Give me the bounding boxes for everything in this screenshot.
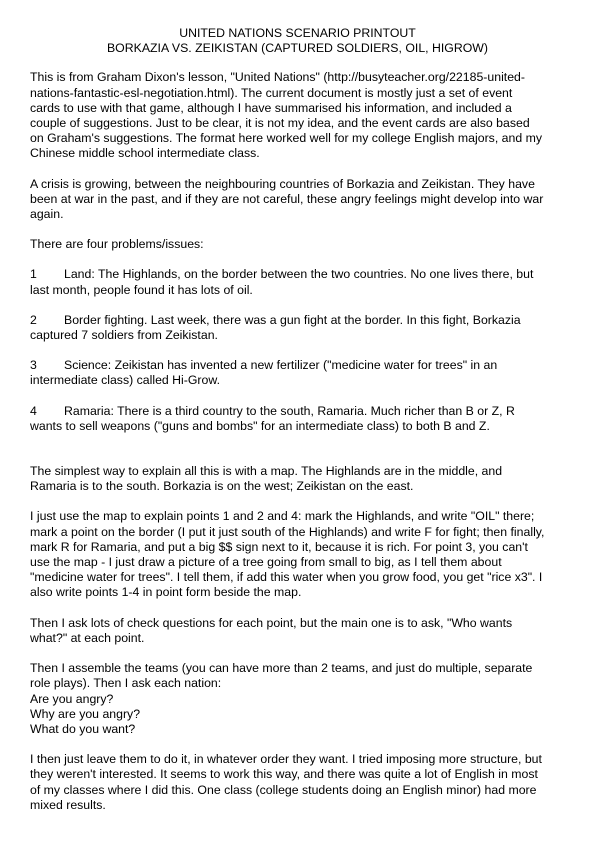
issue-text: Land: The Highlands, on the border between the two countries. No one lives there, but last month, people found it has lots of oil. — [30, 267, 534, 297]
issue-number: 1 — [30, 267, 37, 282]
four-problems-heading: There are four problems/issues: — [30, 237, 204, 252]
question-2: Why are you angry? — [30, 706, 141, 721]
closing-paragraph: I then just leave them to do it, in whatever order they want. I tried imposing more structure, but they weren't interested. It seems to work this way, and there was quite a lot of English in most of my classes where I did this. One class (college students doing an English minor) had more mixed results. — [30, 752, 542, 812]
teams-text: Then I assemble the teams (you can have more than 2 teams, and just do multiple, separate role plays). Then I ask each nation: — [30, 661, 533, 691]
crisis-paragraph: A crisis is growing, between the neighbouring countries of Borkazia and Zeikistan. They have been at war in the past, and if they are not careful, these angry feelings might develop into war again. — [30, 176, 544, 222]
question-1: Are you angry? — [30, 691, 114, 706]
issue-text: Ramaria: There is a third country to the south, Ramaria. Much richer than B or Z, R wants to sell weapons ("guns and bombs" for an intermediate class) to both B and Z. — [30, 403, 515, 433]
title-line-2: BORKAZIA VS. ZEIKISTAN (CAPTURED SOLDIERS, OIL, HIGROW) — [106, 41, 489, 56]
document-title — [30, 26, 545, 56]
issue-number: 3 — [30, 358, 37, 373]
intro-paragraph: This is from Graham Dixon's lesson, "United Nations" (http://busyteacher.org/22185-united-nations-fantastic-esl-negotiation.html). The current document is mostly just a set of event cards to use with that game, although I have summarised his information, and included a couple of suggestions. Just to be clear, it is not my idea, and the event cards are also based on Graham's suggestions. The format here worked well for my college English majors, and my Chinese middle school intermediate class. — [30, 70, 542, 161]
issue-text: Border fighting. Last week, there was a gun fight at the border. In this fight, Borkazia captured 7 soldiers from Zeikistan. — [30, 312, 521, 343]
issue-item-3 — [30, 358, 545, 388]
question-3: What do you want? — [30, 721, 136, 736]
issue-number: 4 — [30, 403, 37, 418]
map-use-paragraph: I just use the map to explain points 1 and 2 and 4: mark the Highlands, and write "OIL" there; mark a point on the border (I put it just south of the Highlands) and write F for fight; then finally, mark R for Ramaria, and put a big $$ sign next to it, because it is rich. For point 3, you can't use the map - I just draw a picture of a tree going from small to big, as I tell them about "medicine water for trees". I tell them, if add this water when you grow food, you get "rice x3". I also write points 1-4 in point form beside the map. — [30, 509, 545, 600]
issue-item-4 — [30, 404, 545, 434]
issue-item-2 — [30, 313, 545, 343]
issue-text: Science: Zeikistan has invented a new fertilizer ("medicine water for trees" in an intermediate class) called Hi-Grow. — [30, 358, 498, 388]
issue-item-1 — [30, 267, 545, 297]
map-intro-paragraph: The simplest way to explain all this is with a map. The Highlands are in the middle, and Ramaria is to the south. Borkazia is on the west; Zeikistan on the east. — [30, 464, 503, 494]
title-line-1: UNITED NATIONS SCENARIO PRINTOUT — [179, 26, 416, 40]
teams-paragraph — [30, 661, 545, 737]
issue-number: 2 — [30, 312, 37, 327]
check-questions-paragraph: Then I ask lots of check questions for each point, but the main one is to ask, "Who wants what?" at each point. — [30, 615, 513, 645]
